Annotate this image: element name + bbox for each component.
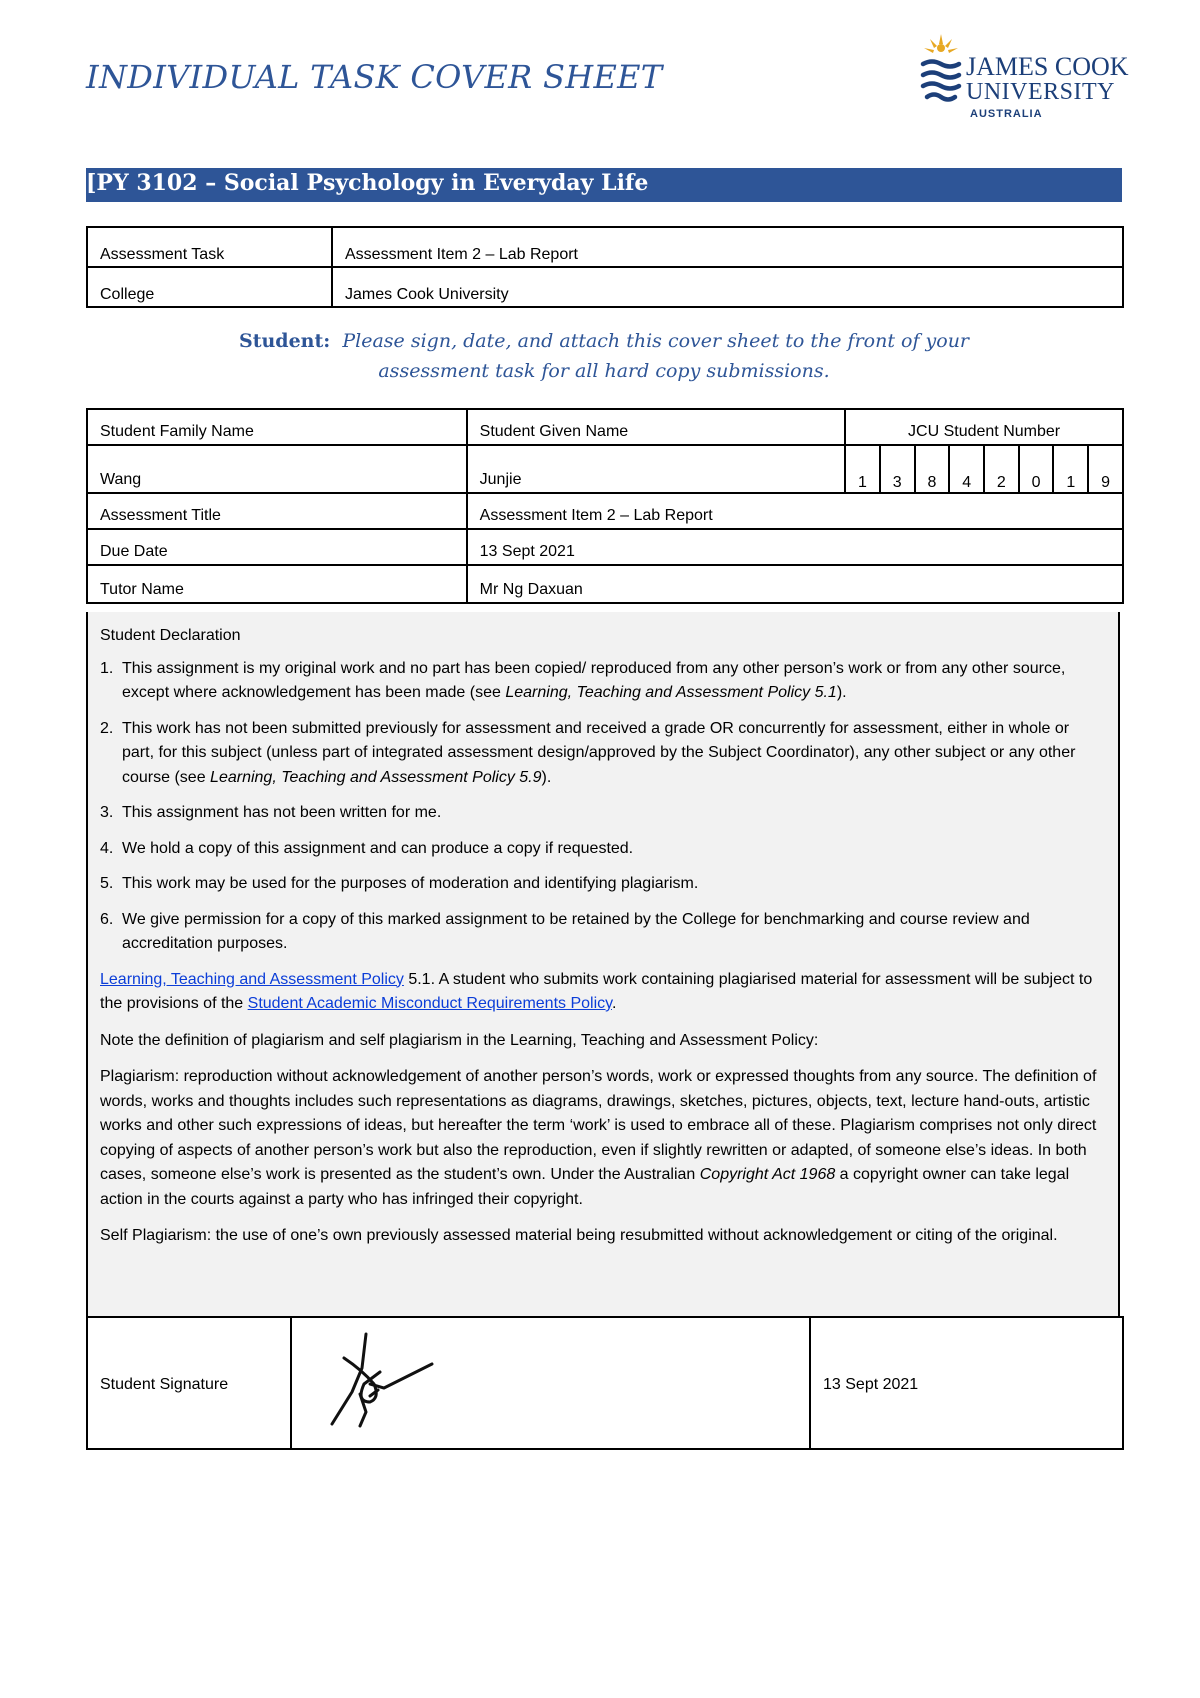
- subject-title: [PY 3102 – Social Psychology in Everyday Life: [86, 170, 649, 196]
- policy-text-end: .: [611, 995, 617, 1012]
- student-number-digit: 1: [845, 445, 880, 493]
- list-item: [100, 908, 1104, 957]
- item-number: 2.: [100, 719, 114, 737]
- list-item: [100, 657, 1104, 706]
- list-item: [100, 837, 1104, 862]
- student-number-digit: 1: [1053, 445, 1088, 493]
- due-date-label: Due Date: [87, 529, 467, 565]
- item-number: 5.: [100, 875, 114, 892]
- item-text: This work may be used for the purposes of moderation and identifying plagiarism.: [122, 875, 699, 892]
- plagiarism-note: Note the definition of plagiarism and self plagiarism in the Learning, Teaching and Assessment Policy:: [100, 1031, 819, 1049]
- student-number-digit: 4: [949, 445, 984, 493]
- policy-paragraph: [100, 968, 1104, 1017]
- given-name-value: Junjie: [467, 445, 845, 493]
- university-logo: [918, 30, 1128, 122]
- signature-table: [86, 1316, 1124, 1450]
- assessment-title-label: Assessment Title: [87, 493, 467, 529]
- student-details-table: [86, 408, 1124, 604]
- policy-reference: Learning, Teaching and Assessment Policy 5.1: [505, 684, 837, 701]
- student-declaration: [86, 612, 1120, 1318]
- list-item: [100, 872, 1104, 897]
- item-text: We hold a copy of this assignment and can produce a copy if requested.: [122, 839, 634, 857]
- item-text: This work has not been submitted previously for assessment and received a grade OR concurrently for assessment, either in whole or part, for this subject (unless part of integrated assessment design/approved by the Subject Coordinator), any other subject or any other course (see: [122, 719, 1076, 786]
- instruction-line-2: assessment task for all hard copy submissions.: [378, 360, 830, 382]
- logo-emblem-icon: [918, 34, 964, 114]
- item-text-end: ).: [541, 768, 552, 786]
- table-row: [87, 1317, 1123, 1449]
- plagiarism-definition: [100, 1065, 1104, 1212]
- list-item: [100, 717, 1104, 791]
- policy-text: 5.1. A student who submits work containing plagiarised material for assessment will be subject to the provisions of the: [100, 970, 1093, 1012]
- item-number: 3.: [100, 804, 114, 821]
- copyright-act-reference: Copyright Act 1968: [699, 1166, 836, 1183]
- logo-text-university: UNIVERSITY: [966, 79, 1115, 105]
- student-number-digit: 3: [880, 445, 915, 493]
- declaration-list: [100, 657, 1104, 957]
- college-value: James Cook University: [332, 267, 1123, 307]
- item-number: 6.: [100, 910, 114, 928]
- signature-label: Student Signature: [87, 1317, 291, 1449]
- given-name-label: Student Given Name: [467, 409, 845, 445]
- instruction-line-1: Please sign, date, and attach this cover sheet to the front of your: [342, 330, 970, 352]
- signature-box: [291, 1317, 810, 1449]
- policy-reference: Learning, Teaching and Assessment Policy 5.9: [210, 768, 542, 786]
- policy-link[interactable]: Learning, Teaching and Assessment Policy: [100, 970, 404, 988]
- subject-bar: [86, 168, 1122, 202]
- table-row: [87, 227, 1123, 267]
- item-text: This assignment has not been written for me.: [122, 804, 442, 821]
- misconduct-policy-link[interactable]: Student Academic Misconduct Requirements Policy: [247, 995, 612, 1012]
- table-row: [87, 529, 1123, 565]
- college-label: College: [87, 267, 332, 307]
- instruction-lead: Student:: [238, 330, 331, 352]
- item-text: We give permission for a copy of this marked assignment to be retained by the College for benchmarking and course review and accreditation purposes.: [122, 910, 1030, 952]
- tutor-name-value: Mr Ng Daxuan: [467, 565, 1123, 603]
- table-row: [87, 409, 1123, 445]
- table-row: [87, 565, 1123, 603]
- logo-text-james-cook: JAMES COOK: [966, 52, 1129, 81]
- logo-text-australia: AUSTRALIA: [970, 108, 1043, 120]
- table-row: [87, 267, 1123, 307]
- item-number: 4.: [100, 839, 114, 857]
- page-title: INDIVIDUAL TASK COVER SHEET: [86, 58, 663, 96]
- due-date-value: 13 Sept 2021: [467, 529, 1123, 565]
- plagiarism-text-end: a copyright owner can take legal action in the courts against a party who has infringed their copyright.: [100, 1166, 1070, 1208]
- signature-date: 13 Sept 2021: [810, 1317, 1123, 1449]
- plagiarism-text: Plagiarism: reproduction without acknowledgement of another person’s words, work or expressed thoughts from any source. The definition of words, works and thoughts includes such representations as diagrams, drawings, sketches, pictures, objects, text, lecture hand-outs, artistic works and other such expressions of ideas, but hereafter the term ‘work’ is used to embrace all of these. Plagiarism comprises not only direct copying of aspects of another person’s work but also the reproduction, even if slightly rewritten or adapted, of someone else’s ideas. In both cases, someone else’s work is presented as the student’s own. Under the Australian: [100, 1068, 1097, 1183]
- student-number-digit: 2: [984, 445, 1019, 493]
- family-name-label: Student Family Name: [87, 409, 467, 445]
- tutor-name-label: Tutor Name: [87, 565, 467, 603]
- student-number-digit: 0: [1019, 445, 1054, 493]
- student-number-digit: 9: [1088, 445, 1123, 493]
- handwritten-signature-icon: [322, 1328, 452, 1438]
- table-row: [87, 445, 1123, 493]
- family-name-value: Wang: [87, 445, 467, 493]
- declaration-heading: Student Declaration: [100, 627, 241, 644]
- assessment-task-label: Assessment Task: [87, 227, 332, 267]
- list-item: [100, 801, 1104, 826]
- item-text: This assignment is my original work and no part has been copied/ reproduced from any other person’s work or from any other source, except where acknowledgement has been made (see: [122, 659, 1066, 701]
- item-text-end: ).: [836, 684, 847, 701]
- student-number-label: JCU Student Number: [845, 409, 1123, 445]
- submission-instruction: [86, 326, 1122, 386]
- item-number: 1.: [100, 659, 114, 677]
- assessment-task-value: Assessment Item 2 – Lab Report: [332, 227, 1123, 267]
- assessment-title-value: Assessment Item 2 – Lab Report: [467, 493, 1123, 529]
- table-row: [87, 493, 1123, 529]
- assessment-info-table: [86, 226, 1124, 308]
- self-plagiarism-definition: Self Plagiarism: the use of one’s own previously assessed material being resubmitted without acknowledgement or citing of the original.: [100, 1227, 1058, 1244]
- student-number-digit: 8: [915, 445, 950, 493]
